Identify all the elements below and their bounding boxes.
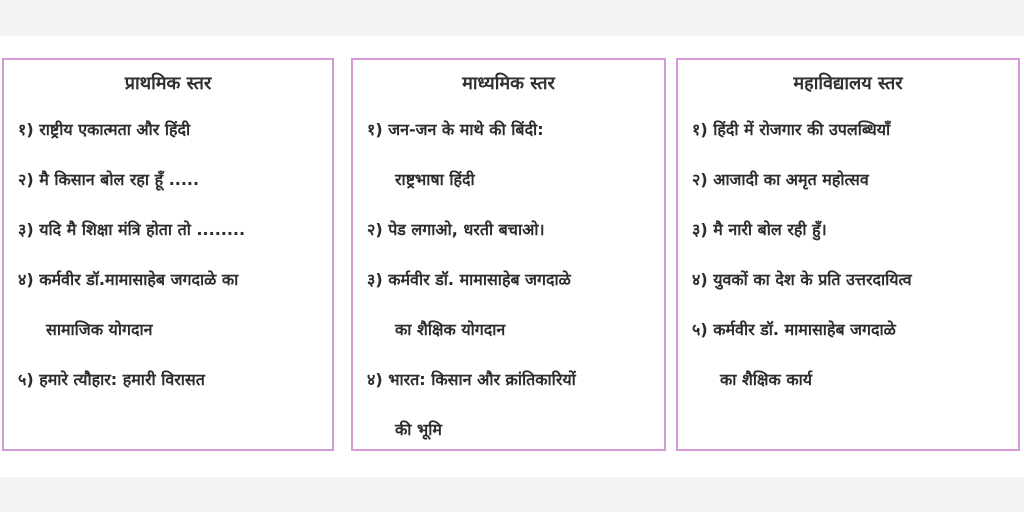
topic-item [18,118,324,142]
topic-line: ४) भारत: किसान और क्रांतिकारियों [367,370,576,389]
topic-line: १) राष्ट्रीय एकात्मता और हिंदी [18,120,191,139]
topic-item [18,218,324,242]
topic-item [367,218,656,242]
topic-item [692,168,1010,192]
topic-item [367,118,656,192]
topic-line: ५) कर्मवीर डॉ. मामासाहेब जगदाळे [692,320,896,339]
topic-line: १) हिंदी में रोजगार की उपलब्धियाँ [692,120,891,139]
topic-line: ३) यदि मै शिक्षा मंत्रि होता तो ........ [18,220,246,239]
topic-line: ४) युवकों का देश के प्रति उत्तरदायित्व [692,270,912,289]
topic-item [692,268,1010,292]
topic-item [367,268,656,342]
panel-primary-level [2,58,334,451]
topic-list [18,118,324,392]
topic-line: ५) हमारे त्यौहार: हमारी विरासत [18,370,205,389]
topic-line: २) मै किसान बोल रहा हूँ ..... [18,170,200,189]
topic-item [18,168,324,192]
panel-title: माध्यमिक स्तर [462,73,555,94]
topic-line-continuation: का शैक्षिक योगदान [395,320,506,339]
topic-list [367,118,656,442]
panel-college-level [676,58,1020,451]
panel-secondary-level [351,58,666,451]
topic-line-continuation: राष्ट्रभाषा हिंदी [395,170,475,189]
topic-item [18,368,324,392]
topic-line-continuation: की भूमि [395,420,442,439]
topic-line: ४) कर्मवीर डॉ.मामासाहेब जगदाळे का [18,270,239,289]
topic-line-continuation: सामाजिक योगदान [46,320,153,339]
topic-item [692,318,1010,392]
topic-item [367,368,656,442]
topic-line: २) पेड लगाओ, धरती बचाओ। [367,220,545,239]
topic-line: २) आजादी का अमृत महोत्सव [692,170,869,189]
topic-line: ३) मै नारी बोल रही हुँ। [692,220,827,239]
topic-line: १) जन-जन के माथे की बिंदी: [367,120,544,139]
topic-item [692,118,1010,142]
topic-item [692,218,1010,242]
topic-line-continuation: का शैक्षिक कार्य [720,370,813,389]
document-sheet [0,36,1024,477]
topic-item [18,268,324,342]
panel-title: प्राथमिक स्तर [124,73,212,94]
topic-line: ३) कर्मवीर डॉ. मामासाहेब जगदाळे [367,270,571,289]
topic-list [692,118,1010,392]
panel-title: महाविद्यालय स्तर [793,73,903,94]
